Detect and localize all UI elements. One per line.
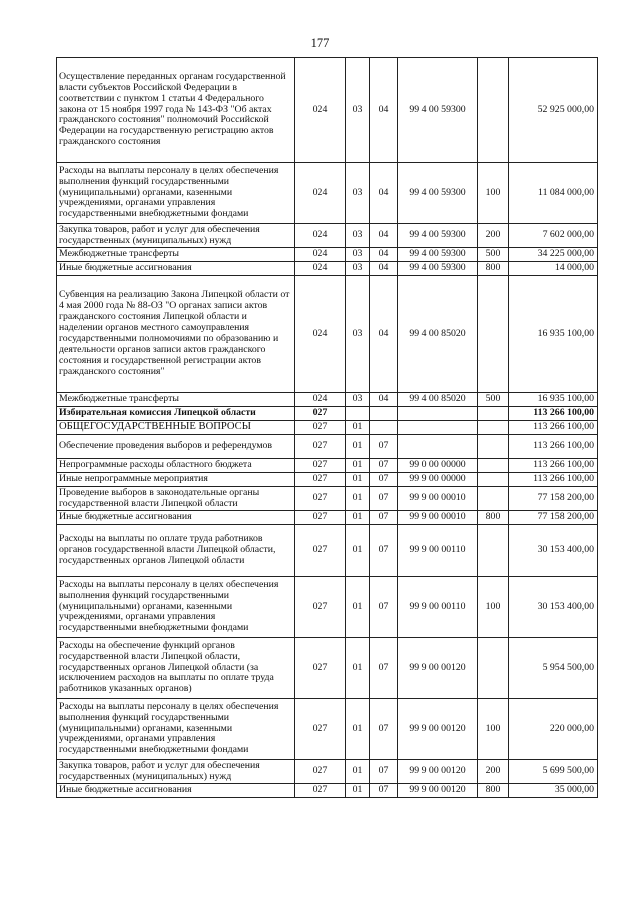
cell-expense-type <box>478 487 509 511</box>
cell-expense-type <box>478 421 509 435</box>
cell-amount: 113 266 100,00 <box>509 459 598 473</box>
cell-amount: 113 266 100,00 <box>509 421 598 435</box>
cell-name: Межбюджетные трансферты <box>57 393 295 407</box>
cell-expense-type: 100 <box>478 163 509 224</box>
cell-ved: 027 <box>295 459 346 473</box>
table-row <box>57 248 598 262</box>
cell-expense-type: 100 <box>478 577 509 638</box>
cell-amount: 30 153 400,00 <box>509 577 598 638</box>
cell-razdel: 01 <box>346 760 370 784</box>
cell-target-article <box>398 407 478 421</box>
cell-name: Субвенция на реализацию Закона Липецкой области от 4 мая 2000 года № 88-ОЗ "О органах записи актов гражданского состояния Липецкой области и наделении органов местного самоуправления государственными полномочиями по образованию и деятельности органов записи актов гражданского состояния и государственной регистрации актов гражданского состояния" <box>57 276 295 393</box>
cell-ved: 024 <box>295 163 346 224</box>
cell-podrazdel <box>370 407 398 421</box>
cell-amount: 5 954 500,00 <box>509 638 598 699</box>
cell-ved: 027 <box>295 435 346 459</box>
cell-amount: 77 158 200,00 <box>509 511 598 525</box>
cell-target-article: 99 9 00 00120 <box>398 784 478 798</box>
table-row <box>57 638 598 699</box>
cell-name: Непрограммные расходы областного бюджета <box>57 459 295 473</box>
cell-target-article: 99 4 00 85020 <box>398 276 478 393</box>
cell-name: Расходы на выплаты персоналу в целях обеспечения выполнения функций государственными (муниципальными) органами, казенными учреждениями, органами управления государственными внебюджетными фондами <box>57 699 295 760</box>
cell-razdel: 03 <box>346 276 370 393</box>
cell-amount: 14 000,00 <box>509 262 598 276</box>
cell-razdel: 01 <box>346 459 370 473</box>
cell-podrazdel: 04 <box>370 262 398 276</box>
cell-target-article: 99 9 00 00000 <box>398 473 478 487</box>
cell-razdel: 03 <box>346 58 370 163</box>
cell-target-article: 99 4 00 59300 <box>398 163 478 224</box>
cell-target-article: 99 4 00 85020 <box>398 393 478 407</box>
cell-ved: 024 <box>295 393 346 407</box>
table-row <box>57 224 598 248</box>
cell-target-article: 99 9 00 00120 <box>398 760 478 784</box>
cell-expense-type: 800 <box>478 511 509 525</box>
cell-amount: 113 266 100,00 <box>509 407 598 421</box>
cell-name: Избирательная комиссия Липецкой области <box>57 407 295 421</box>
table-row <box>57 393 598 407</box>
cell-amount: 113 266 100,00 <box>509 473 598 487</box>
cell-expense-type <box>478 58 509 163</box>
cell-name: Закупка товаров, работ и услуг для обеспечения государственных (муниципальных) нужд <box>57 224 295 248</box>
table-row <box>57 511 598 525</box>
cell-razdel: 01 <box>346 435 370 459</box>
cell-ved: 027 <box>295 487 346 511</box>
cell-podrazdel: 07 <box>370 511 398 525</box>
cell-podrazdel: 07 <box>370 435 398 459</box>
cell-expense-type <box>478 435 509 459</box>
table-row <box>57 577 598 638</box>
cell-target-article: 99 9 00 00010 <box>398 511 478 525</box>
cell-target-article <box>398 421 478 435</box>
cell-name: Обеспечение проведения выборов и референдумов <box>57 435 295 459</box>
cell-name: Расходы на обеспечение функций органов государственной власти Липецкой области, государственных органов Липецкой области (за исключением расходов на выплаты по оплате труда работников указанных органов) <box>57 638 295 699</box>
cell-amount: 16 935 100,00 <box>509 393 598 407</box>
cell-razdel: 01 <box>346 638 370 699</box>
cell-podrazdel <box>370 421 398 435</box>
cell-target-article <box>398 435 478 459</box>
cell-razdel: 01 <box>346 784 370 798</box>
cell-podrazdel: 07 <box>370 638 398 699</box>
cell-target-article: 99 9 00 00120 <box>398 638 478 699</box>
table-row <box>57 58 598 163</box>
cell-podrazdel: 07 <box>370 473 398 487</box>
cell-podrazdel: 07 <box>370 487 398 511</box>
cell-razdel: 03 <box>346 262 370 276</box>
cell-expense-type: 800 <box>478 784 509 798</box>
cell-expense-type: 500 <box>478 393 509 407</box>
cell-ved: 027 <box>295 473 346 487</box>
cell-name: ОБЩЕГОСУДАРСТВЕННЫЕ ВОПРОСЫ <box>57 421 295 435</box>
cell-ved: 024 <box>295 276 346 393</box>
cell-name: Расходы на выплаты по оплате труда работников органов государственной власти Липецкой области, государственных органов Липецкой области <box>57 525 295 577</box>
cell-ved: 024 <box>295 58 346 163</box>
table-row <box>57 760 598 784</box>
table-row <box>57 487 598 511</box>
cell-name: Проведение выборов в законодательные органы государственной власти Липецкой области <box>57 487 295 511</box>
cell-podrazdel: 07 <box>370 459 398 473</box>
cell-name: Иные непрограммные мероприятия <box>57 473 295 487</box>
cell-podrazdel: 04 <box>370 248 398 262</box>
cell-name: Межбюджетные трансферты <box>57 248 295 262</box>
cell-expense-type <box>478 525 509 577</box>
cell-razdel <box>346 407 370 421</box>
cell-amount: 77 158 200,00 <box>509 487 598 511</box>
cell-target-article: 99 9 00 00010 <box>398 487 478 511</box>
cell-razdel: 03 <box>346 224 370 248</box>
cell-name: Расходы на выплаты персоналу в целях обеспечения выполнения функций государственными (муниципальными) органами, казенными учреждениями, органами управления государственными внебюджетными фондами <box>57 163 295 224</box>
table-row <box>57 525 598 577</box>
cell-ved: 027 <box>295 699 346 760</box>
cell-expense-type: 800 <box>478 262 509 276</box>
cell-expense-type: 500 <box>478 248 509 262</box>
table-row <box>57 276 598 393</box>
cell-target-article: 99 9 00 00120 <box>398 699 478 760</box>
cell-target-article: 99 9 00 00110 <box>398 525 478 577</box>
cell-target-article: 99 9 00 00110 <box>398 577 478 638</box>
cell-ved: 027 <box>295 784 346 798</box>
cell-podrazdel: 07 <box>370 577 398 638</box>
cell-expense-type <box>478 407 509 421</box>
cell-ved: 024 <box>295 248 346 262</box>
cell-podrazdel: 07 <box>370 784 398 798</box>
cell-target-article: 99 0 00 00000 <box>398 459 478 473</box>
cell-ved: 024 <box>295 262 346 276</box>
cell-expense-type <box>478 638 509 699</box>
cell-amount: 11 084 000,00 <box>509 163 598 224</box>
cell-razdel: 01 <box>346 421 370 435</box>
table-row <box>57 262 598 276</box>
table-body <box>57 58 598 798</box>
cell-podrazdel: 07 <box>370 760 398 784</box>
cell-ved: 027 <box>295 407 346 421</box>
cell-amount: 220 000,00 <box>509 699 598 760</box>
table-row <box>57 699 598 760</box>
cell-podrazdel: 04 <box>370 163 398 224</box>
cell-ved: 027 <box>295 577 346 638</box>
table-row <box>57 407 598 421</box>
table-row <box>57 163 598 224</box>
cell-ved: 024 <box>295 224 346 248</box>
table-row <box>57 459 598 473</box>
cell-razdel: 01 <box>346 699 370 760</box>
cell-podrazdel: 04 <box>370 276 398 393</box>
cell-razdel: 03 <box>346 248 370 262</box>
cell-razdel: 01 <box>346 473 370 487</box>
cell-amount: 35 000,00 <box>509 784 598 798</box>
cell-ved: 027 <box>295 421 346 435</box>
cell-expense-type: 100 <box>478 699 509 760</box>
cell-ved: 027 <box>295 638 346 699</box>
cell-expense-type <box>478 459 509 473</box>
cell-name: Закупка товаров, работ и услуг для обеспечения государственных (муниципальных) нужд <box>57 760 295 784</box>
cell-amount: 113 266 100,00 <box>509 435 598 459</box>
table-row <box>57 421 598 435</box>
cell-ved: 027 <box>295 760 346 784</box>
cell-expense-type <box>478 473 509 487</box>
cell-target-article: 99 4 00 59300 <box>398 248 478 262</box>
cell-amount: 34 225 000,00 <box>509 248 598 262</box>
table-row <box>57 784 598 798</box>
cell-amount: 52 925 000,00 <box>509 58 598 163</box>
cell-ved: 027 <box>295 511 346 525</box>
table-row <box>57 435 598 459</box>
cell-expense-type: 200 <box>478 760 509 784</box>
cell-name: Иные бюджетные ассигнования <box>57 262 295 276</box>
cell-podrazdel: 07 <box>370 525 398 577</box>
cell-amount: 16 935 100,00 <box>509 276 598 393</box>
cell-amount: 30 153 400,00 <box>509 525 598 577</box>
cell-podrazdel: 04 <box>370 224 398 248</box>
cell-amount: 7 602 000,00 <box>509 224 598 248</box>
cell-name: Иные бюджетные ассигнования <box>57 511 295 525</box>
cell-target-article: 99 4 00 59300 <box>398 262 478 276</box>
cell-podrazdel: 04 <box>370 393 398 407</box>
budget-table <box>56 57 598 798</box>
cell-name: Осуществление переданных органам государственной власти субъектов Российской Федерации в соответствии с пунктом 1 статьи 4 Федерального закона от 15 ноября 1997 года № 143-ФЗ "Об актах гражданского состояния" полномочий Российской Федерации на государственную регистрацию актов гражданского состояния <box>57 58 295 163</box>
cell-target-article: 99 4 00 59300 <box>398 58 478 163</box>
cell-razdel: 01 <box>346 525 370 577</box>
cell-amount: 5 699 500,00 <box>509 760 598 784</box>
cell-expense-type <box>478 276 509 393</box>
table-row <box>57 473 598 487</box>
cell-name: Расходы на выплаты персоналу в целях обеспечения выполнения функций государственными (муниципальными) органами, казенными учреждениями, органами управления государственными внебюджетными фондами <box>57 577 295 638</box>
cell-razdel: 01 <box>346 511 370 525</box>
cell-razdel: 01 <box>346 487 370 511</box>
cell-ved: 027 <box>295 525 346 577</box>
page-number: 177 <box>310 36 330 50</box>
cell-razdel: 03 <box>346 393 370 407</box>
cell-target-article: 99 4 00 59300 <box>398 224 478 248</box>
cell-podrazdel: 04 <box>370 58 398 163</box>
cell-podrazdel: 07 <box>370 699 398 760</box>
cell-expense-type: 200 <box>478 224 509 248</box>
cell-name: Иные бюджетные ассигнования <box>57 784 295 798</box>
cell-razdel: 01 <box>346 577 370 638</box>
cell-razdel: 03 <box>346 163 370 224</box>
